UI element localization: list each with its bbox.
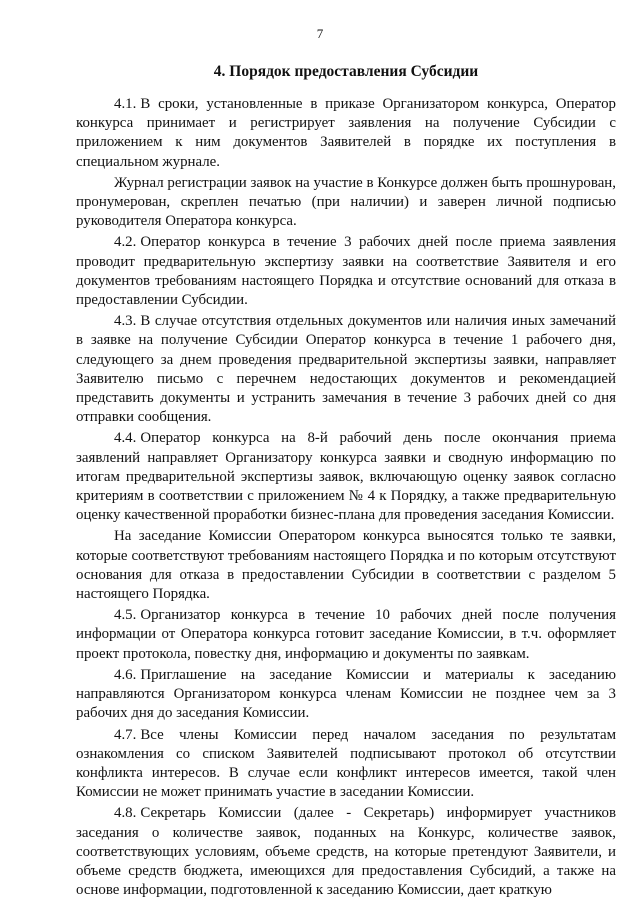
paragraph-text: Секретарь Комиссии (далее - Секретарь) информирует участников заседания о количестве заявок, поданных на Конкурс, количестве заявок, соответствующих условиям, объеме средств, на которые претендуют Заявители, и объеме средств бюджета, имеющихся для предоставления Субсидий, а также на основе информации, подготовленной к заседанию Комиссии, дает краткую <box>76 805 616 899</box>
paragraph <box>76 174 616 232</box>
paragraph-text: Организатор конкурса в течение 10 рабочих дней после получения информации от Оператора конкурса готовит заседание Комиссии, в т.ч. оформляет проект протокола, повестку дня, информацию и документы по заявкам. <box>76 607 616 662</box>
paragraph <box>76 804 616 900</box>
section-title: 4. Порядок предоставления Субсидии <box>213 63 479 80</box>
document-body <box>76 95 616 902</box>
paragraph-text: Все члены Комиссии перед началом заседания по результатам ознакомления со списком Заявителей подписывают протокол об отсутствии конфликта интересов. В случае если конфликт интересов имеется, такой член Комиссии не может принимать участие в заседании Комиссии. <box>76 726 616 801</box>
paragraph-text: Оператор конкурса на 8-й рабочий день после окончания приема заявлений направляет Организатору конкурса заявки и сводную информацию по итогам предварительной экспертизы заявок, включающую оценку заявок согласно критериям в соответствии с приложением № 4 к Порядку, а также предварительную оценку качественной проработки бизнес-плана для проведения заседания Комиссии. <box>76 430 616 524</box>
paragraph <box>76 666 616 724</box>
paragraph-number: 4.2. <box>114 234 137 251</box>
paragraph-number: 4.1. <box>114 96 137 112</box>
paragraph <box>76 527 616 604</box>
paragraph-text: В случае отсутствия отдельных документов или наличия иных замечаний в заявке на получение Субсидии Оператор конкурса в течение 1 рабочего дня, следующего за днем проведения предварительной экспертизы заявки, направляет Заявителю письмо с перечнем недостающих документов и рекомендацией представить документы и устранить замечания в течение 3 рабочих дней со дня отправки сообщения. <box>76 313 616 426</box>
paragraph-number: 4.6. <box>114 666 137 683</box>
paragraph-text: Оператор конкурса в течение 3 рабочих дней после приема заявления проводит предварительную экспертизу заявки на соответствие Заявителя и его документов требованиям настоящего Порядка и отсутствие оснований для отказа в предоставлении Субсидии. <box>76 234 616 309</box>
paragraph-number: 4.8. <box>114 805 137 822</box>
paragraph <box>76 606 616 664</box>
page-number: 7 <box>316 26 324 41</box>
paragraph-number: 4.7. <box>114 726 137 743</box>
paragraph-number: 4.4. <box>114 430 137 447</box>
paragraph-text: В сроки, установленные в приказе Организатором конкурса, Оператор конкурса принимает и регистрирует заявления на получение Субсидии с приложением к ним документов Заявителей в порядке их поступления в специальном журнале. <box>76 96 616 170</box>
paragraph-number: 4.3. <box>114 313 137 330</box>
paragraph-text: Приглашение на заседание Комиссии и материалы к заседанию направляются Организатором конкурса членам Комиссии не позднее чем за 3 рабочих дня до заседания Комиссии. <box>76 666 616 722</box>
paragraph-text: На заседание Комиссии Оператором конкурса выносятся только те заявки, которые соответствуют требованиям настоящего Порядка и по которым отсутствуют основания для отказа в предоставлении Субсидии в соответствии с разделом 5 настоящего Порядка. <box>76 528 616 603</box>
paragraph <box>76 95 616 172</box>
paragraph <box>76 429 616 525</box>
paragraph <box>76 233 616 310</box>
paragraph-number: 4.5. <box>114 607 137 624</box>
paragraph <box>76 312 616 427</box>
paragraph-text: Журнал регистрации заявок на участие в Конкурсе должен быть прошнурован, пронумерован, скреплен печатью (при наличии) и заверен личной подписью руководителя Оператора конкурса. <box>76 174 616 230</box>
paragraph <box>76 726 616 803</box>
